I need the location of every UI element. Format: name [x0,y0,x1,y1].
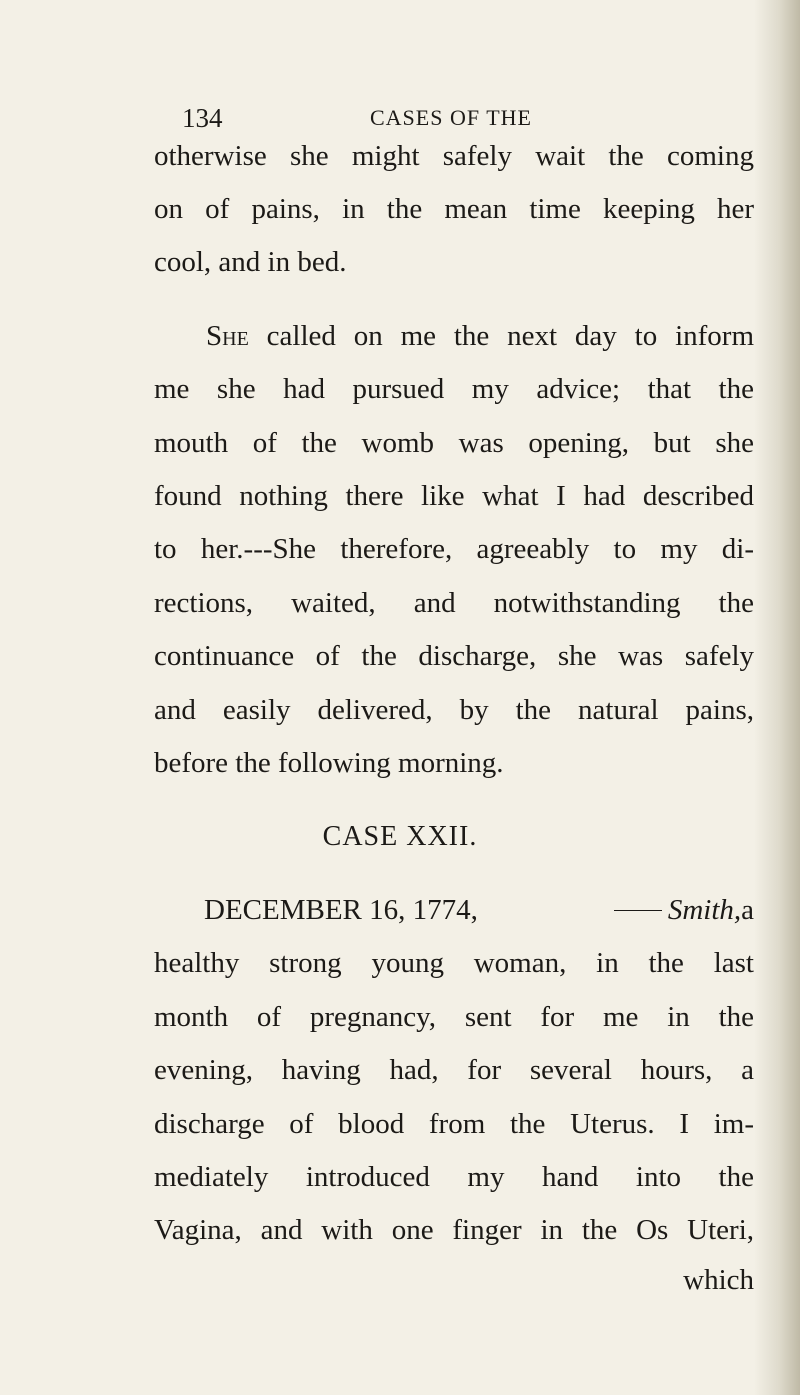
patient-name-after: a [741,894,754,926]
paragraph-3-line-2: healthy strong young woman, in the last [154,947,754,979]
page-edge-shadow [754,0,800,1395]
paragraph-2-line-3: mouth of the womb was opening, but she [154,427,754,459]
paragraph-1-line-2: on of pains, in the mean time keeping her [154,193,754,225]
case-date: DECEMBER 16, 1774, [204,894,478,926]
paragraph-2-first-line-rest: called on me the next day to inform [248,320,754,352]
case-heading: CASE XXII. [322,821,478,852]
paragraph-3-line-7: Vagina, and with one finger in the Os Uteri, [154,1214,754,1246]
page-number: 134 [182,103,223,133]
paragraph-3-line-4: evening, having had, for several hours, a [154,1054,754,1086]
paragraph-3-line-5: discharge of blood from the Uterus. I im- [154,1108,754,1140]
paragraph-2-line-5: to her.---She therefore, agreeably to my di- [154,533,754,565]
name-dash [614,910,662,911]
paragraph-2-first-word: She [206,320,249,352]
running-head: CASES OF THE [370,105,532,130]
patient-name: Smith, [667,894,742,926]
paragraph-3-line-3: month of pregnancy, sent for me in the [154,1001,754,1033]
paragraph-3-line-1 [204,892,754,928]
paragraph-3-line-6: mediately introduced my hand into the [154,1161,754,1193]
paragraph-2-line-1 [206,318,754,354]
page-header [0,103,800,139]
paragraph-2-line-6: rections, waited, and notwithstanding the [154,587,754,619]
catchword: which [683,1264,754,1296]
paragraph-2-line-7: continuance of the discharge, she was safely [154,640,754,672]
paragraph-2-line-4: found nothing there like what I had described [154,480,754,512]
paragraph-1-line-1: otherwise she might safely wait the coming [154,140,754,172]
paragraph-2-line-9: before the following morning. [154,747,504,779]
paragraph-2-line-8: and easily delivered, by the natural pains, [154,694,754,726]
paragraph-2-line-2: me she had pursued my advice; that the [154,373,754,405]
paragraph-1-line-3: cool, and in bed. [154,246,347,278]
